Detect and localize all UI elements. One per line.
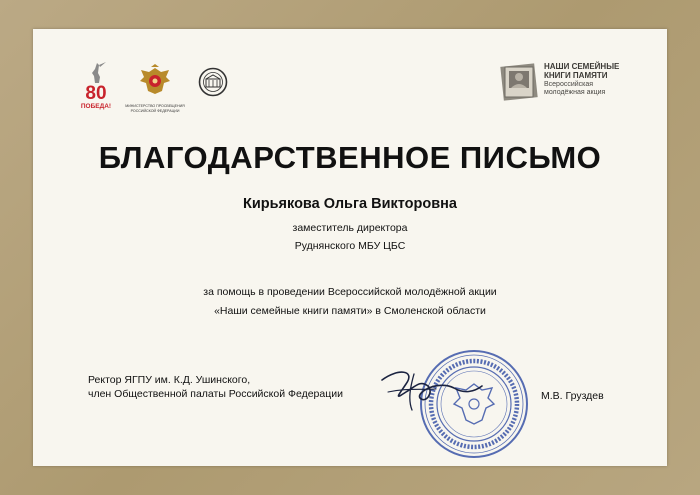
university-emblem-icon xyxy=(198,67,228,97)
ministry-caption-2: РОССИЙСКОЙ ФЕДЕРАЦИИ xyxy=(130,109,180,113)
victory-80-logo xyxy=(80,61,112,111)
signer-title-line-1: Ректор ЯГПУ им. К.Д. Ушинского, xyxy=(88,374,251,386)
signer-name: М.В. Груздев xyxy=(541,390,604,402)
ministry-logo xyxy=(124,64,186,113)
signer-title-line-2: член Общественной палаты Российской Федерации xyxy=(88,388,343,400)
family-logo-title-1: НАШИ СЕМЕЙНЫЕ xyxy=(544,62,620,71)
signer-title xyxy=(88,373,343,401)
family-memory-books-logo xyxy=(500,61,630,105)
photo-book-icon xyxy=(500,61,540,103)
reason-line-1: за помощь в проведении Всероссийской молодёжной акции xyxy=(203,286,497,298)
letter-title: БЛАГОДАРСТВЕННОЕ ПИСЬМО xyxy=(98,140,602,175)
ministry-caption-1: МИНИСТЕРСТВО ПРОСВЕЩЕНИЯ xyxy=(125,104,185,108)
reason-line-2: «Наши семейные книги памяти» в Смоленской области xyxy=(214,305,486,317)
recipient-organization: Руднянского МБУ ЦБС xyxy=(294,240,406,252)
family-logo-subtitle-2: молодёжная акция xyxy=(544,89,606,96)
recipient-position: заместитель директора xyxy=(292,222,408,234)
recipient-name: Кирьякова Ольга Викторовна xyxy=(243,196,457,212)
handwritten-signature-icon xyxy=(376,362,486,417)
coat-of-arms-icon xyxy=(137,64,173,98)
family-logo-subtitle-1: Всероссийская xyxy=(544,81,594,88)
victory-word: ПОБЕДА! xyxy=(80,103,112,110)
family-logo-title-2: КНИГИ ПАМЯТИ xyxy=(544,71,608,80)
victory-number: 80 xyxy=(85,83,107,104)
